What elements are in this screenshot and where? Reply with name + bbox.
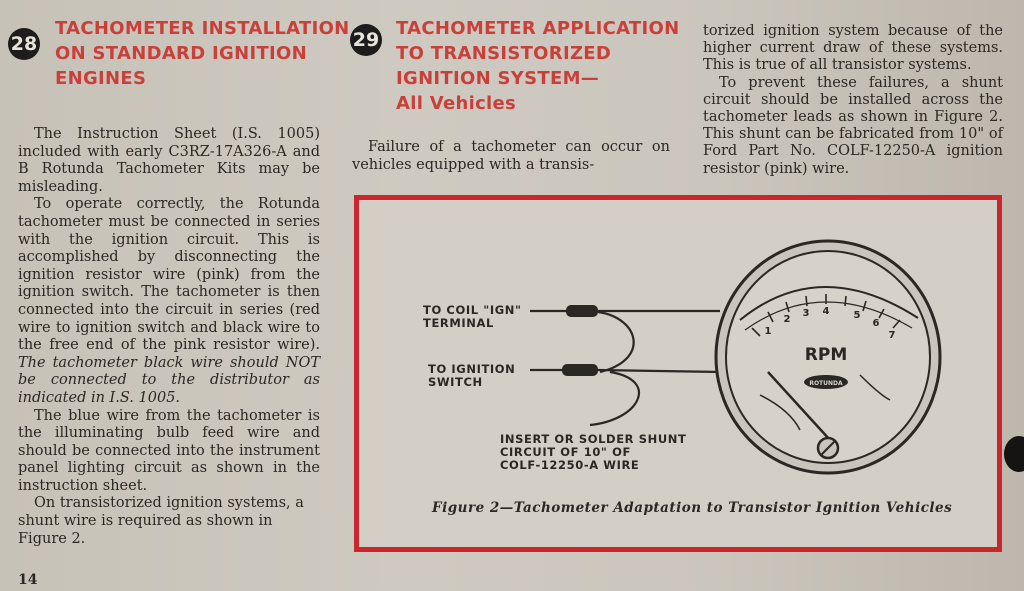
section-28-heading-line: ON STANDARD IGNITION	[55, 43, 307, 64]
shunt-instruction-label	[500, 433, 686, 472]
paragraph: On transistorized ignition systems, a shunt wire is required as shown in Figure 2.	[18, 495, 304, 547]
coil-connector	[566, 305, 598, 317]
label-line: TO COIL "IGN"	[423, 303, 522, 317]
gauge-tick-label: 6	[872, 318, 880, 329]
paragraph: The blue wire from the tachometer is the illuminating bulb feed wire and should be connected into the instrument panel lighting circuit as shown in the instruction sheet.	[18, 407, 320, 494]
label-line: CIRCUIT OF 10" OF	[500, 445, 631, 459]
gauge-tick-label: 7	[888, 330, 896, 341]
ignition-switch-label	[428, 363, 515, 389]
label-line: TO IGNITION	[428, 362, 516, 376]
section-number-28: 28	[8, 28, 40, 60]
paragraph: To prevent these failures, a shunt circuit should be installed across the tachometer leads as shown in Figure 2. This shunt can be fabricated from 10" of Ford Part No. COLF-12250-A ignition resistor (pink) wire.	[703, 74, 1003, 177]
coil-terminal-label	[423, 304, 522, 330]
section-29-heading-line: All Vehicles	[396, 93, 517, 114]
gauge-tick-label: 3	[802, 308, 810, 319]
paragraph: The Instruction Sheet (I.S. 1005) included with early C3RZ-17A326-A and B Rotunda Tachometer Kits may be misleading.	[18, 126, 320, 195]
section-28-heading-line: TACHOMETER INSTALLATION	[55, 18, 350, 39]
paragraph: Failure of a tachometer can occur on vehicles equipped with a transis-	[352, 139, 670, 173]
shunt-wire	[598, 312, 634, 372]
gauge-tick-label: 1	[764, 326, 772, 337]
label-line: TERMINAL	[423, 316, 494, 330]
paragraph-text: To operate correctly, the Rotunda tachometer must be connected in series with the ignition circuit. This is accomplished by disconnecting the ignition resistor wire (pink) from the ignition switch. The tachometer is then connected into the circuit in series (red wire to ignition switch and black wire to the free end of the pink resistor wire).	[18, 196, 320, 354]
section-29-heading-line: TACHOMETER APPLICATION	[396, 18, 680, 39]
section-29-heading-line: TO TRANSISTORIZED	[396, 43, 612, 64]
paragraph: torized ignition system because of the higher current draw of these systems. This is true of all transistor systems.	[703, 23, 1003, 74]
section-29-heading-line: IGNITION SYSTEM—	[396, 68, 600, 89]
label-line: SWITCH	[428, 375, 483, 389]
label-line: COLF-12250-A WIRE	[500, 458, 640, 472]
gauge-brand-logo: ROTUNDA	[809, 380, 843, 387]
page-number: 14	[18, 572, 38, 588]
gauge-tick-label: 5	[853, 310, 861, 321]
gauge-rpm-label: RPM	[804, 345, 848, 365]
section-28-heading-line: ENGINES	[55, 68, 147, 89]
figure-caption: Figure 2—Tachometer Adaptation to Transistor Ignition Vehicles	[432, 500, 953, 516]
shunt-wire-tail	[590, 372, 639, 425]
label-line: INSERT OR SOLDER SHUNT	[500, 432, 687, 446]
paragraph-emphasis: The tachometer black wire should NOT be connected to the distributor as indicated in I.S. 1005.	[18, 354, 320, 406]
switch-wire-right	[598, 370, 722, 372]
section-number-29: 29	[350, 24, 382, 56]
switch-connector	[562, 364, 598, 376]
gauge-tick-label: 2	[783, 314, 791, 325]
gauge-tick-label: 4	[822, 306, 830, 317]
